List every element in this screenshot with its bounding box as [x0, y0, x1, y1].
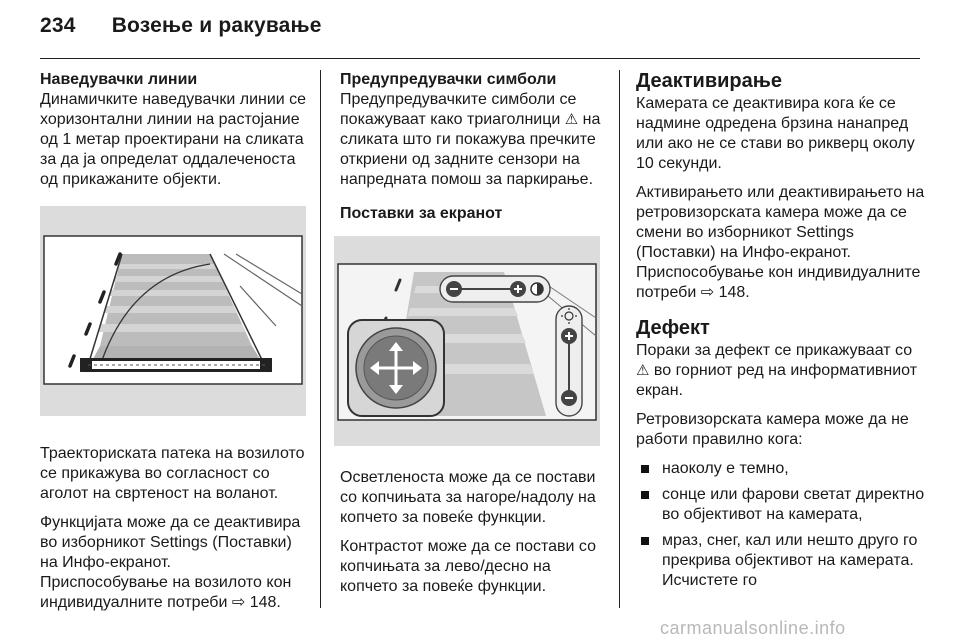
- watermark: carmanualsonline.info: [660, 618, 846, 638]
- column-divider: [320, 70, 321, 608]
- section-heading-deactivation: Деактивирање: [636, 70, 783, 92]
- paragraph: Контрастот може да се постави со копчињата за лево/десно на копчето за повеќе функции.: [340, 538, 597, 595]
- paragraph-text: Приспособување на возилото кон индивидуалните потреби: [40, 574, 292, 611]
- reference-arrow-icon: ⇨: [700, 284, 715, 301]
- section-heading-fault: Дефект: [636, 317, 710, 339]
- warning-triangle-icon: ⚠: [636, 362, 650, 379]
- reference-arrow-icon: ⇨: [231, 594, 246, 611]
- paragraph-text: на сликата што ги покажува пречките откриени од задните сензори на напредната помош за паркирање.: [340, 111, 601, 188]
- list-item: [636, 459, 926, 479]
- paragraph: [40, 513, 308, 573]
- page-number: 234: [40, 14, 76, 37]
- paragraph: Траекториската патека на возилото се прикажува во согласност со аголот на свртеност на воланот.: [40, 445, 305, 502]
- column-1: [40, 70, 308, 622]
- square-bullet-icon: [641, 491, 649, 499]
- display-settings-figure: [334, 236, 602, 452]
- section-heading-guidelines: Наведувачки линии: [40, 71, 198, 88]
- paragraph: Камерата се деактивира кога ќе се надмине одредена брзина нанапред или ако не се стави во рикверц околу 10 секунди.: [636, 95, 915, 172]
- paragraph: [636, 263, 926, 303]
- paragraph: Осветленоста може да се постави со копчињата за нагоре/надолу на копчето за повеќе функции.: [340, 469, 596, 526]
- square-bullet-icon: [641, 537, 649, 545]
- paragraph-text: Функцијата може да се деактивира во изборникот Settings (Поставки) на Инфо-екранот.: [40, 514, 301, 571]
- page-title: Возење и ракување: [111, 14, 322, 37]
- camera-guidelines-figure: [40, 206, 308, 422]
- paragraph-text: во горниот ред на информативниот екран.: [636, 362, 918, 399]
- page-header: [40, 14, 322, 38]
- page-reference-link[interactable]: 148.: [249, 594, 281, 611]
- section-heading-display-settings: Поставки за екранот: [340, 205, 503, 222]
- paragraph: [340, 90, 602, 190]
- column-2: [340, 70, 602, 606]
- square-bullet-icon: [641, 465, 649, 473]
- warning-triangle-icon: ⚠: [564, 111, 579, 128]
- list-item-text: наоколу е темно,: [662, 460, 789, 477]
- list-item-text: мраз, снег, кал или нешто друго го прекрива објективот на камерата. Исчистете го: [662, 532, 918, 589]
- page-reference-link[interactable]: 148.: [718, 284, 750, 301]
- paragraph-text: Предупредувачките симболи се покажуваат како триаголници: [340, 91, 577, 128]
- column-divider: [619, 70, 620, 608]
- paragraph: [636, 341, 926, 401]
- list-item: [636, 485, 926, 525]
- list-item: [636, 531, 926, 591]
- paragraph: Ретровизорската камера може да не работи правилно кога:: [636, 411, 909, 448]
- paragraph: [40, 573, 308, 613]
- paragraph: [636, 183, 926, 263]
- fault-conditions-list: [636, 459, 926, 591]
- paragraph-text: Приспособување кон индивидуалните потреби: [636, 264, 921, 301]
- paragraph-text: Пораки за дефект се прикажуваат со: [636, 342, 913, 359]
- section-heading-warning-symbols: Предупредувачки симболи: [340, 71, 557, 88]
- column-3: [636, 70, 926, 597]
- paragraph: Динамичките наведувачки линии се хоризонтални линии на растојание од 1 метар проектирани на сликата за да ја определат оддалеченоста од прикажаните објекти.: [40, 91, 307, 188]
- header-rule: [40, 58, 920, 59]
- list-item-text: сонце или фарови светат директно во објективот на камерата,: [662, 486, 925, 523]
- paragraph-text: Активирањето или деактивирањето на ретровизорската камера може да се смени во изборникот Settings (Поставки) на Инфо-екранот.: [636, 184, 925, 261]
